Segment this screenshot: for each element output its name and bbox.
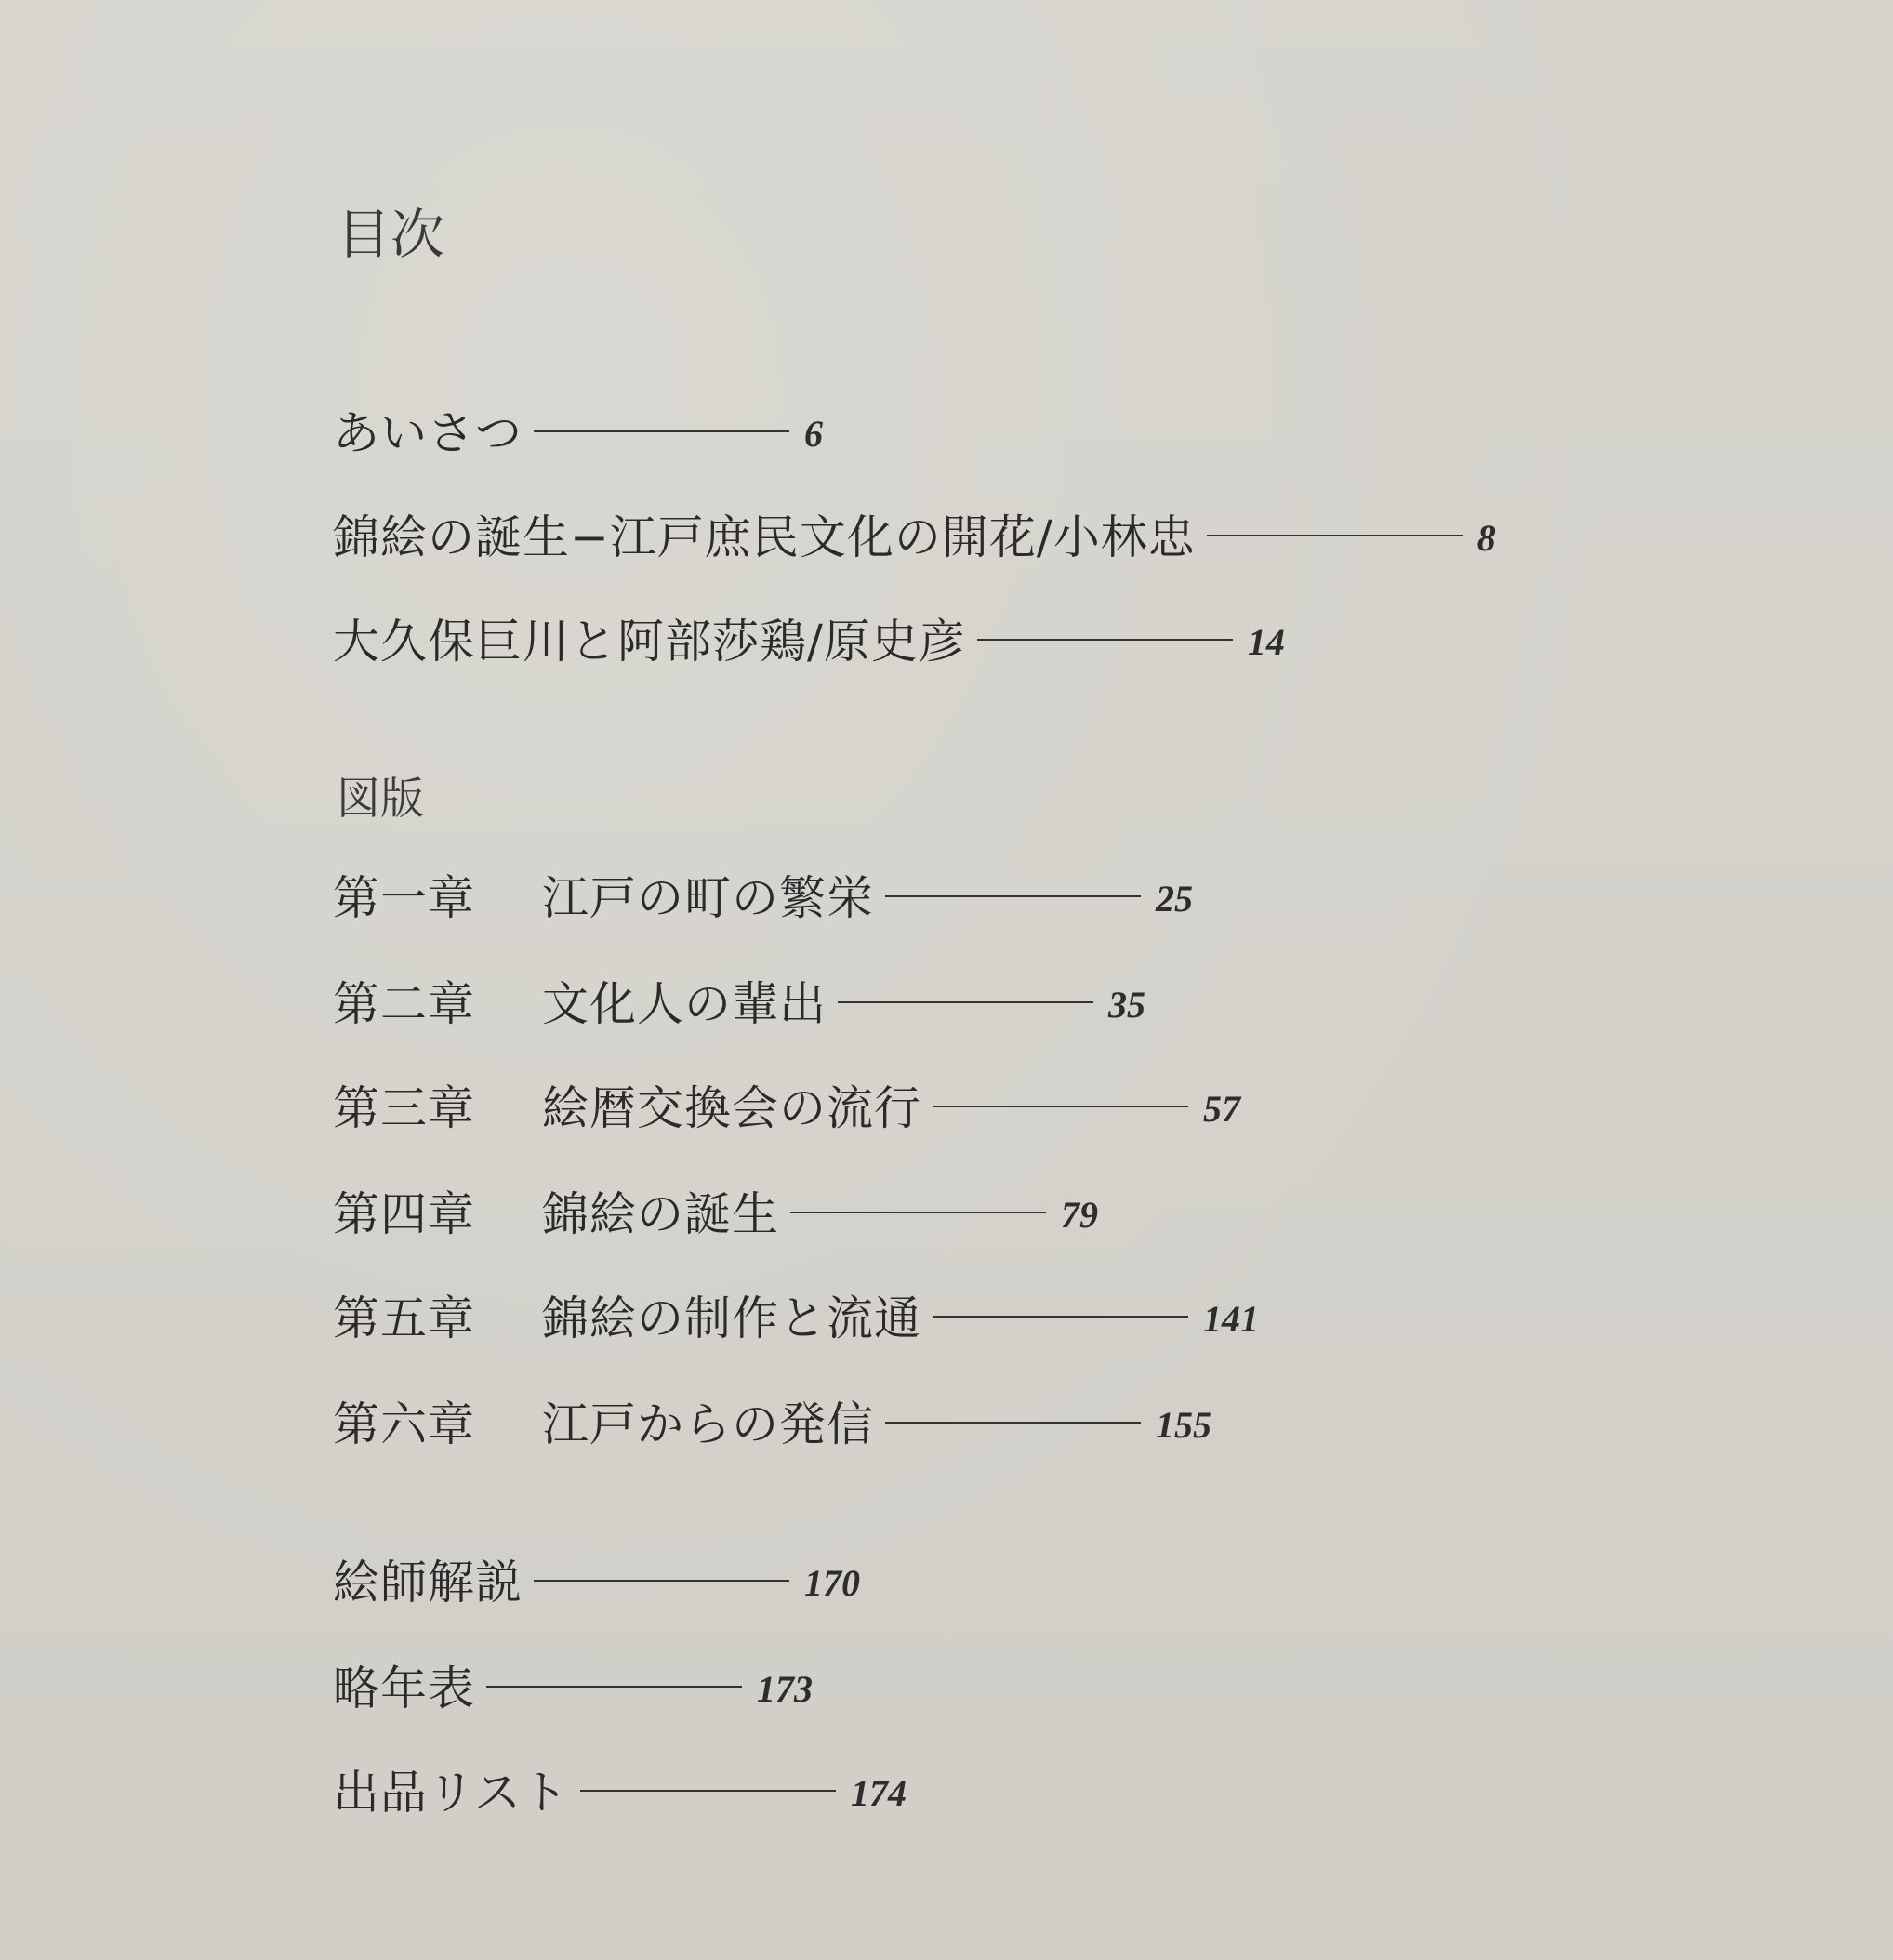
chapter-entry xyxy=(333,865,1193,924)
chapter-title: 絵暦交換会の流行 xyxy=(542,1081,921,1135)
chapter-page: 155 xyxy=(1156,1403,1211,1446)
leader-rule xyxy=(885,895,1141,897)
toc-entry-title: 略年表 xyxy=(333,1662,475,1715)
chapter-entry xyxy=(333,971,1145,1030)
chapter-page: 57 xyxy=(1203,1087,1240,1130)
toc-entry xyxy=(333,1549,860,1609)
chapter-page: 25 xyxy=(1156,877,1193,920)
chapter-entry xyxy=(333,1285,1259,1344)
toc-entry xyxy=(333,504,1496,563)
chapter-page: 141 xyxy=(1203,1297,1259,1340)
chapter-page: 35 xyxy=(1108,983,1145,1026)
toc-entry-title: 大久保巨川と阿部莎鶏/原史彦 xyxy=(333,615,966,669)
leader-rule xyxy=(534,430,789,432)
leader-rule xyxy=(977,639,1233,641)
chapter-title: 錦絵の誕生 xyxy=(542,1187,779,1241)
chapter-title: 江戸の町の繁栄 xyxy=(542,871,874,925)
toc-entry-title: 出品リスト xyxy=(333,1766,569,1820)
chapter-entry xyxy=(333,1181,1098,1240)
chapter-number: 第五章 xyxy=(333,1291,475,1345)
leader-rule xyxy=(1207,535,1463,536)
toc-heading: 目次 xyxy=(337,203,445,266)
toc-entry xyxy=(333,1655,813,1715)
chapter-title: 文化人の輩出 xyxy=(542,977,827,1031)
toc-entry-page: 8 xyxy=(1476,516,1496,559)
leader-rule xyxy=(933,1316,1188,1318)
leader-rule xyxy=(790,1212,1046,1213)
chapter-number: 第四章 xyxy=(333,1187,475,1241)
leader-rule xyxy=(580,1790,836,1792)
toc-entry-page: 170 xyxy=(804,1561,860,1604)
toc-entry xyxy=(333,1759,907,1819)
toc-entry-page: 174 xyxy=(851,1771,907,1814)
chapter-entry xyxy=(333,1391,1211,1450)
chapter-page: 79 xyxy=(1061,1193,1098,1236)
chapter-number: 第二章 xyxy=(333,977,475,1031)
toc-entry-title: あいさつ xyxy=(333,406,523,460)
toc-entry-page: 14 xyxy=(1247,620,1285,663)
toc-entry-title: 錦絵の誕生−江戸庶民文化の開花/小林忠 xyxy=(333,510,1196,564)
toc-entry-page: 6 xyxy=(804,412,823,455)
toc-entry-title: 絵師解説 xyxy=(333,1556,523,1609)
leader-rule xyxy=(486,1686,742,1688)
chapter-number: 第六章 xyxy=(333,1397,475,1451)
chapter-entry xyxy=(333,1075,1240,1134)
section-label: 図版 xyxy=(337,774,424,825)
chapter-number: 第三章 xyxy=(333,1081,475,1135)
chapter-number: 第一章 xyxy=(333,871,475,925)
toc-entry xyxy=(333,400,823,459)
toc-entry xyxy=(333,608,1285,668)
leader-rule xyxy=(933,1106,1188,1107)
leader-rule xyxy=(838,1001,1093,1003)
toc-entry-page: 173 xyxy=(757,1667,813,1710)
chapter-title: 江戸からの発信 xyxy=(542,1397,874,1451)
leader-rule xyxy=(885,1422,1141,1424)
leader-rule xyxy=(534,1580,789,1582)
chapter-title: 錦絵の制作と流通 xyxy=(542,1291,921,1345)
